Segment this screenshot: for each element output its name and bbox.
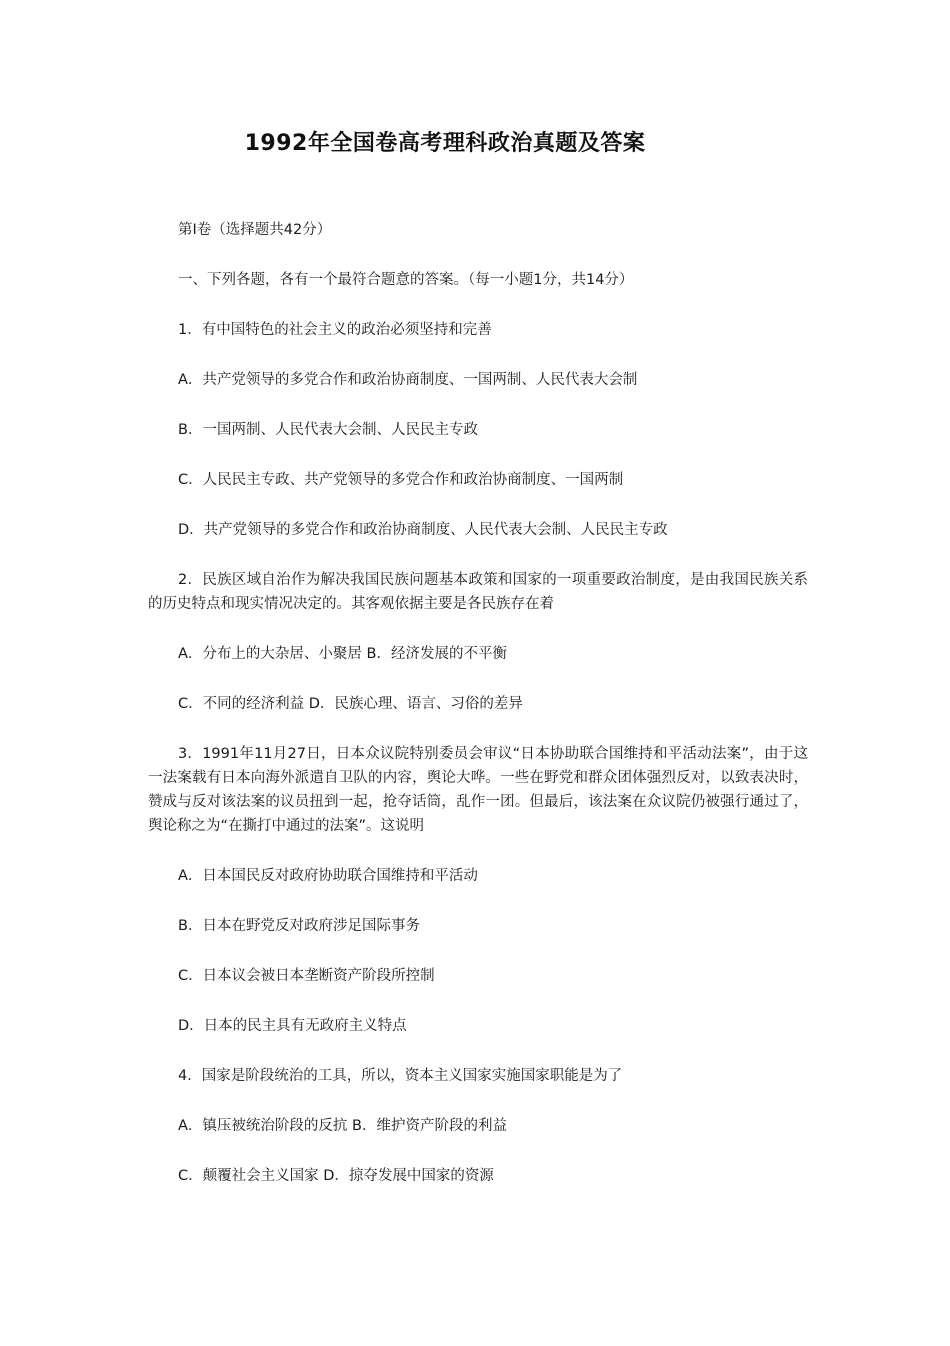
question-2-stem: 2．民族区域自治作为解决我国民族问题基本政策和国家的一项重要政治制度，是由我国民族关系的历史特点和现实情况决定的。其客观依据主要是各民族存在着 [148, 572, 808, 612]
question-2-options-cd: C．不同的经济利益 D．民族心理、语言、习俗的差异 [178, 696, 523, 712]
question-1-option-b: B．一国两制、人民代表大会制、人民民主专政 [178, 422, 478, 438]
question-1-option-d: D．共产党领导的多党合作和政治协商制度、人民代表大会制、人民民主专政 [178, 522, 668, 538]
question-1-option-c: C．人民民主专政、共产党领导的多党合作和政治协商制度、一国两制 [178, 472, 624, 488]
document-title: 1992年全国卷高考理科政治真题及答案 [244, 131, 646, 156]
question-1-stem: 1．有中国特色的社会主义的政治必须坚持和完善 [178, 322, 492, 338]
section-header: 第I卷（选择题共42分） [178, 222, 332, 238]
question-4-stem: 4．国家是阶段统治的工具，所以，资本主义国家实施国家职能是为了 [178, 1068, 623, 1084]
question-2-options-ab: A．分布上的大杂居、小聚居 B．经济发展的不平衡 [178, 646, 507, 662]
question-3-option-b: B．日本在野党反对政府涉足国际事务 [178, 918, 420, 934]
question-3-stem: 3．1991年11月27日，日本众议院特别委员会审议“日本协助联合国维持和平活动法案”，由于这一法案载有日本向海外派遣自卫队的内容，舆论大哗。一些在野党和群众团体强烈反对，以致表决时，赞成与反对该法案的议员扭到一起，抢夺话筒，乱作一团。但最后，该法案在众议院仍被强行通过了，舆论称之为“在撕打中通过的法案”。这说明 [148, 746, 808, 834]
question-3-option-a: A．日本国民反对政府协助联合国维持和平活动 [178, 868, 478, 884]
part-instruction: 一、下列各题，各有一个最符合题意的答案。（每一小题1分，共14分） [178, 272, 634, 288]
question-4-options-ab: A．镇压被统治阶段的反抗 B．维护资产阶段的利益 [178, 1118, 507, 1134]
question-1-option-a: A．共产党领导的多党合作和政治协商制度、一国两制、人民代表大会制 [178, 372, 638, 388]
question-3-option-d: D．日本的民主具有无政府主义特点 [178, 1018, 407, 1034]
question-4-options-cd: C．颠覆社会主义国家 D．掠夺发展中国家的资源 [178, 1168, 494, 1184]
document-body [148, 218, 808, 1214]
question-3-option-c: C．日本议会被日本垄断资产阶段所控制 [178, 968, 435, 984]
